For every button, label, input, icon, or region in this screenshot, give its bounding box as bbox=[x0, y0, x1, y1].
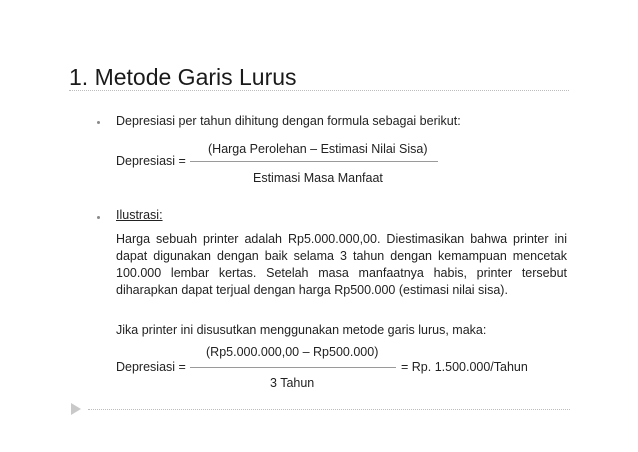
calc-denominator: 3 Tahun bbox=[270, 376, 315, 390]
calc-fraction-line bbox=[190, 367, 396, 368]
calc-label: Depresiasi = bbox=[116, 360, 186, 374]
bullet-icon bbox=[97, 121, 100, 124]
formula-denominator: Estimasi Masa Manfaat bbox=[253, 171, 383, 185]
bullet-text-formula: Depresiasi per tahun dihitung dengan formula sebagai berikut: bbox=[116, 114, 461, 128]
illustration-intro: Jika printer ini disusutkan menggunakan metode garis lurus, maka: bbox=[116, 323, 487, 337]
formula-numerator: (Harga Perolehan – Estimasi Nilai Sisa) bbox=[208, 142, 428, 156]
bullet-text-illustration: Ilustrasi: bbox=[116, 208, 163, 222]
bullet-icon bbox=[97, 216, 100, 219]
illustration-paragraph: Harga sebuah printer adalah Rp5.000.000,00. Diestimasikan bahwa printer ini dapat digunakan dengan baik selama 3 tahun dengan kemampuan mencetak 100.000 lembar kertas. Setelah masa manfaatnya habis, printer tersebut diharapkan dapat terjual dengan harga Rp500.000 (estimasi nilai sisa). bbox=[116, 232, 567, 297]
calc-result: = Rp. 1.500.000/Tahun bbox=[401, 360, 528, 374]
triangle-icon bbox=[71, 403, 81, 415]
formula-fraction-line bbox=[190, 161, 438, 162]
slide-title: 1. Metode Garis Lurus bbox=[69, 64, 297, 90]
footer-divider bbox=[88, 409, 570, 410]
calc-numerator: (Rp5.000.000,00 – Rp500.000) bbox=[206, 345, 379, 359]
title-divider bbox=[69, 90, 569, 91]
formula-label: Depresiasi = bbox=[116, 154, 186, 168]
